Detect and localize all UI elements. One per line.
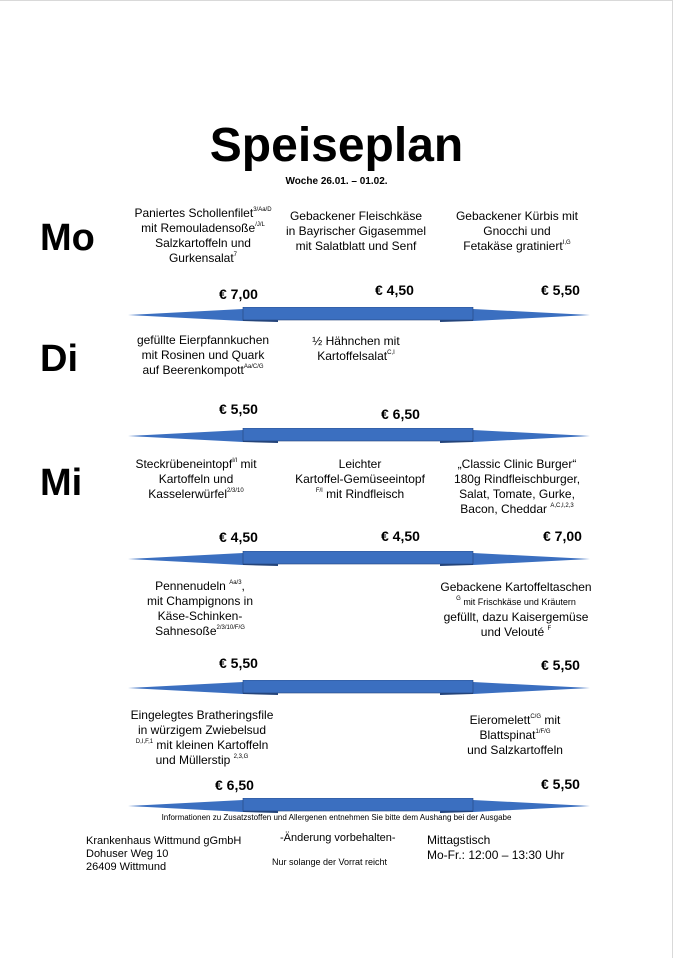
day-label-wednesday: Mi (40, 462, 83, 504)
page-title: Speiseplan (209, 119, 464, 172)
price-wednesday-3: € 7,00 (543, 528, 582, 544)
divider-banner-monday (128, 307, 590, 323)
banner-center (243, 680, 473, 693)
divider-banner-tuesday (128, 428, 590, 444)
banner-right-tail (473, 553, 590, 565)
banner-center (243, 798, 473, 811)
dish-monday-1: Paniertes Schollenfilet$^{3/Aa/D}$ mit Remouladensoße$^{/J/L}$ Salzkartoffeln und Gurkensalat$^7$ (134, 206, 272, 265)
banner-center (243, 551, 473, 564)
hospital-address: Krankenhaus Wittmund gGmbH Dohuser Weg 10 26409 Wittmund (86, 835, 242, 873)
banner-center (243, 307, 473, 320)
price-monday-2: € 4,50 (375, 282, 414, 298)
price-tuesday-2: € 6,50 (381, 406, 420, 422)
price-monday-1: € 7,00 (219, 286, 258, 302)
price-friday-1: € 6,50 (215, 777, 254, 793)
lunch-hours: Mittagstisch Mo-Fr.: 12:00 – 13:30 Uhr (427, 833, 565, 862)
banner-left-tail (128, 682, 243, 694)
page-border-top (0, 0, 673, 1)
dish-wednesday-3: „Classic Clinic Burger“ 180g Rindfleischburger, Salat, Tomate, Gurke, Bacon, Cheddar $^{A,C,I,2,3}$ (453, 457, 581, 516)
dish-friday-3: Eieromelett$^{C/G}$ mit Blattspinat$^{1/F/G}$ und Salzkartoffeln (467, 713, 563, 757)
divider-banner-thursday (128, 680, 590, 696)
price-thursday-3: € 5,50 (541, 657, 580, 673)
price-friday-3: € 5,50 (541, 776, 580, 792)
change-notice: -Änderung vorbehalten- (280, 832, 396, 844)
banner-right-tail (473, 800, 590, 812)
banner-left-tail (128, 430, 243, 442)
supply-notice: Nur solange der Vorrat reicht (272, 857, 388, 867)
banner-right-tail (473, 309, 590, 321)
price-wednesday-1: € 4,50 (219, 529, 258, 545)
allergen-notice: Informationen zu Zusatzstoffen und Allergenen entnehmen Sie bitte dem Aushang bei der Ausgabe (161, 813, 512, 822)
price-tuesday-1: € 5,50 (219, 401, 258, 417)
dish-tuesday-1: gefüllte Eierpfannkuchen mit Rosinen und Quark auf Beerenkompott$^{Aa/C/G}$ (136, 333, 270, 377)
banner-left-tail (128, 309, 243, 321)
dish-monday-2: Gebackener Fleischkäse in Bayrischer Gigasemmel mit Salatblatt und Senf (285, 209, 427, 253)
day-label-monday: Mo (40, 217, 95, 259)
dish-thursday-1: Pennenudeln $^{Aa/3}$, mit Champignons in Käse-Schinken- Sahnesoße$^{2/3/10/F/G}$ (146, 579, 254, 638)
banner-right-tail (473, 430, 590, 442)
dish-tuesday-2: ½ Hähnchen mit Kartoffelsalat$^{C,I}$ (312, 334, 400, 363)
dish-monday-3: Gebackener Kürbis mit Gnocchi und Fetakäse gratiniert$^{I,G}$ (455, 209, 579, 253)
price-monday-3: € 5,50 (541, 282, 580, 298)
banner-left-tail (128, 553, 243, 565)
banner-left-tail (128, 800, 243, 812)
price-thursday-1: € 5,50 (219, 655, 258, 671)
dish-friday-1: Eingelegtes Bratheringsfile in würzigem Zwiebelsud $^{D,I,F,1}$ mit kleinen Kartoffeln und Müllerstip $^{2,3,G}$ (130, 708, 274, 767)
day-label-tuesday: Di (40, 338, 78, 380)
divider-banner-friday (128, 798, 590, 814)
price-wednesday-2: € 4,50 (381, 528, 420, 544)
banner-right-tail (473, 682, 590, 694)
dish-wednesday-1: Steckrübeneintopf$^{I/I}$ mit Kartoffeln und Kasselerwürfel$^{2/3/10}$ (135, 457, 257, 501)
dish-wednesday-2: Leichter Kartoffel-Gemüseeintopf $^{F/I}$ mit Rindfleisch (295, 457, 425, 501)
dish-thursday-3: Gebackene Kartoffeltaschen $^G$ mit Frischkäse und Kräutern gefüllt, dazu Kaisergemüse und Velouté $^F$ (440, 580, 592, 639)
banner-center (243, 428, 473, 441)
divider-banner-wednesday (128, 551, 590, 567)
week-range: Woche 26.01. – 01.02. (285, 176, 388, 187)
